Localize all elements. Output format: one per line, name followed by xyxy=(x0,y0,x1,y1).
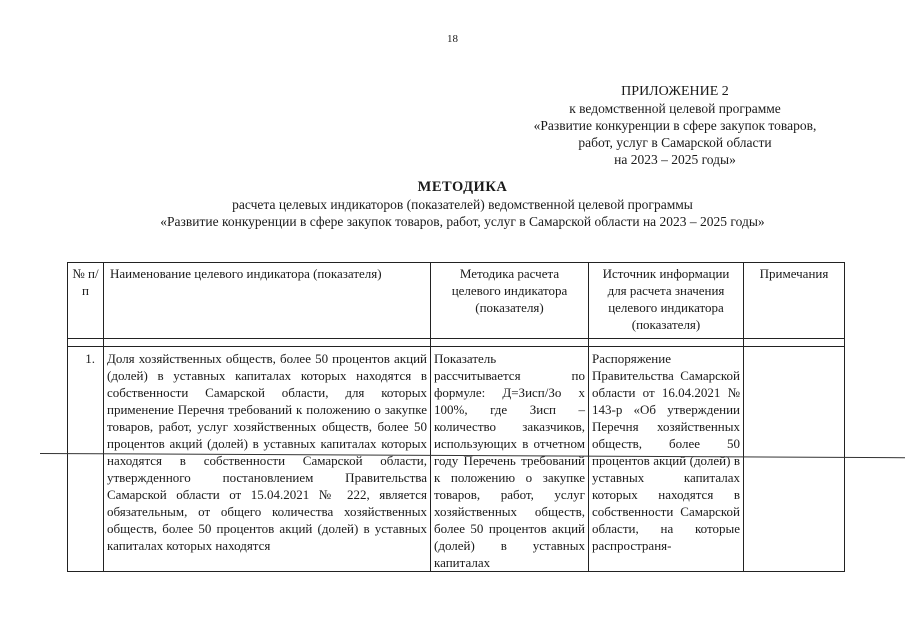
table-row xyxy=(68,347,845,572)
table-spacer-row xyxy=(68,339,845,347)
header-information-source: Источник информации для расчета значения целевого индикатора (показателя) xyxy=(589,263,744,339)
methodology-subtitle: расчета целевых индикаторов (показателей) ведомственной целевой программы xyxy=(232,197,693,212)
cell-notes xyxy=(744,347,845,572)
methodology-heading xyxy=(80,179,845,230)
header-calculation-method: Методика расчета целевого индикатора (показателя) xyxy=(431,263,589,339)
methodology-program: «Развитие конкуренции в сфере закупок товаров, работ, услуг в Самарской области на 2023 – 2025 годы» xyxy=(160,214,765,229)
methodology-title: МЕТОДИКА xyxy=(417,179,508,195)
cell-number: 1. xyxy=(68,347,104,572)
appendix-line: к ведомственной целевой программе xyxy=(569,101,781,116)
header-notes: Примечания xyxy=(744,263,845,339)
indicators-table xyxy=(67,262,845,572)
appendix-line: на 2023 – 2025 годы» xyxy=(614,152,736,167)
cell-indicator-name: Доля хозяйственных обществ, более 50 процентов акций (долей) в уставных капиталах которых находятся в собственности Самарской области, для которых применение Перечня требований к положению о закупке товаров, работ, услуг хозяйственных обществ, более 50 процентов акций (долей) в уставных капиталах которых находятся в собственности Самарской области, утвержденного постановлением Правительства Самарской области от 15.04.2021 № 222, является обязательным, от общего количества хозяйственных обществ, более 50 процентов акций (долей) в уставных капиталах которых находятся xyxy=(104,347,431,572)
table-header-row xyxy=(68,263,845,339)
header-indicator-name: Наименование целевого индикатора (показателя) xyxy=(104,263,431,339)
appendix-line: работ, услуг в Самарской области xyxy=(578,135,772,150)
appendix-line: «Развитие конкуренции в сфере закупок товаров, xyxy=(533,118,817,133)
cell-calculation-method: Показатель рассчитывается по формуле: Д=Зисп/Зо х 100%, где Зисп – количество заказчиков, использующих в отчетном году Перечень требований к положению о закупке товаров, работ, услуг хозяйственных обществ, более 50 процентов акций (долей) в уставных капиталах xyxy=(431,347,589,572)
cell-information-source: Распоряжение Правительства Самарской области от 16.04.2021 № 143-р «Об утверждении Перечня хозяйственных обществ, более 50 процентов акций (долей) в уставных капиталах которых находятся в собственности Самарской области, на которые распространя- xyxy=(589,347,744,572)
appendix-header xyxy=(505,83,845,168)
appendix-title: ПРИЛОЖЕНИЕ 2 xyxy=(621,84,729,99)
page-number: 18 xyxy=(447,33,458,45)
header-number: № п/п xyxy=(68,263,104,339)
